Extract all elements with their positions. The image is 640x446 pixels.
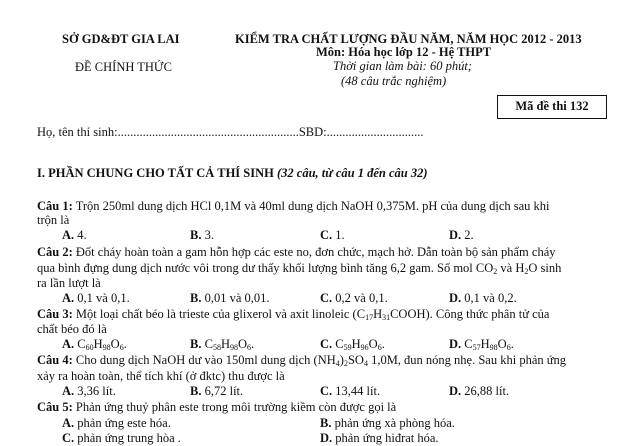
exam-title: KIỂM TRA CHẤT LƯỢNG ĐẦU NĂM, NĂM HỌC 2012 - 2013 (235, 32, 582, 46)
q2-option-b[interactable]: B. 0,01 và 0,01. (190, 291, 270, 305)
q2-option-c[interactable]: C. 0,2 và 0,1. (320, 291, 388, 305)
candidate-line (37, 125, 423, 140)
question-2-line1 (37, 245, 556, 260)
q1-option-c[interactable]: C. 1. (320, 228, 345, 242)
subject-line: Môn: Hóa học lớp 12 - Hệ THPT (316, 45, 492, 59)
q1-option-a[interactable]: A. 4. (62, 228, 87, 242)
question-3-line1: Câu 3: Một loại chất béo là trieste của glixerol và axit linoleic $(C_{17}H_{31}COOH)$. Công thức phân tử của (37, 307, 550, 322)
exam-code-box: Mã đề thi 132 (497, 95, 607, 119)
q4-option-a[interactable]: A. 3,36 lít. (62, 384, 116, 398)
name-dots: .......................................................... (117, 125, 299, 139)
section-title-text: I. PHẦN CHUNG CHO TẤT CẢ THÍ SINH (37, 166, 274, 180)
sbd-label: SBD: (298, 125, 327, 139)
question-1-label: Câu 1: (37, 199, 73, 213)
question-5-line1 (37, 400, 396, 415)
question-2-text: Đốt cháy hoàn toàn a gam hỗn hợp các este no, đơn chức, mạch hở. Dẫn toàn bộ sản phẩm cháy (75, 245, 556, 259)
question-5-label: Câu 5: (37, 400, 73, 414)
question-3-line2: chất béo đó là (37, 322, 107, 336)
duration-line: Thời gian làm bài: 60 phút; (333, 59, 472, 73)
q4-option-b[interactable]: B. 6,72 lít. (190, 384, 244, 398)
q5-option-c[interactable]: C. phản ứng trung hòa . (62, 431, 181, 445)
q5-option-d[interactable]: D. phản ứng hiđrat hóa. (320, 431, 439, 445)
q3-option-b[interactable]: B. $C_{58}H_{98}O_6$. (190, 337, 255, 352)
question-2-label: Câu 2: (37, 245, 73, 259)
section-title (37, 166, 428, 181)
q2-option-d[interactable]: D. 0,1 và 0,2. (449, 291, 517, 305)
question-2-line3: ra lần lượt là (37, 276, 101, 290)
question-1-line2: trộn là (37, 213, 70, 227)
question-1-line1 (37, 199, 550, 214)
q1-option-b[interactable]: B. 3. (190, 228, 214, 242)
name-label: Họ, tên thí sinh: (37, 125, 118, 139)
question-4-line1: Câu 4: Cho dung dịch NaOH dư vào 150ml dung dịch $(NH_4)_2SO_4$ 1,0M, đun nóng nhẹ. Sau khi phản ứng (37, 353, 567, 368)
q4-option-d[interactable]: D. 26,88 lít. (449, 384, 510, 398)
q2-option-a[interactable]: A. 0,1 và 0,1. (62, 291, 130, 305)
question-1-text: Trộn 250ml dung dịch HCl 0,1M và 40ml dung dịch NaOH 0,375M. pH của dung dịch sau khi (75, 199, 550, 213)
question-3-label: Câu 3: (37, 307, 73, 321)
q5-option-b[interactable]: B. phản ứng xà phòng hóa. (320, 416, 455, 430)
department-name: SỞ GD&ĐT GIA LAI (62, 32, 180, 46)
official-label: ĐỀ CHÍNH THỨC (75, 60, 172, 74)
q4-option-c[interactable]: C. 13,44 lít. (320, 384, 381, 398)
question-2-line2: qua bình đựng dung dịch nước vôi trong dư thấy khối lượng bình tăng 6,2 gam. Số mol $CO_2$ và $H_2O$ sinh (37, 261, 562, 276)
q1-option-d[interactable]: D. 2. (449, 228, 474, 242)
section-range: (32 câu, từ câu 1 đến câu 32) (276, 166, 428, 180)
question-4-label: Câu 4: (37, 353, 73, 367)
q3-option-c[interactable]: C. $C_{59}H_{96}O_6$. (320, 337, 385, 352)
q3-option-a[interactable]: A. $C_{60}H_{98}O_6$. (62, 337, 127, 352)
question-5-text: Phản ứng thuỷ phân este trong môi trường kiềm còn được gọi là (75, 400, 397, 414)
sbd-dots: ............................... (326, 125, 424, 139)
question-count: (48 câu trắc nghiệm) (341, 74, 447, 88)
question-4-line2: xảy ra hoàn toàn, thể tích khí (ở đktc) thu được là (37, 369, 285, 383)
q5-option-a[interactable]: A. phản ứng este hóa. (62, 416, 171, 430)
q3-option-d[interactable]: D. $C_{57}H_{98}O_6$. (449, 337, 514, 352)
